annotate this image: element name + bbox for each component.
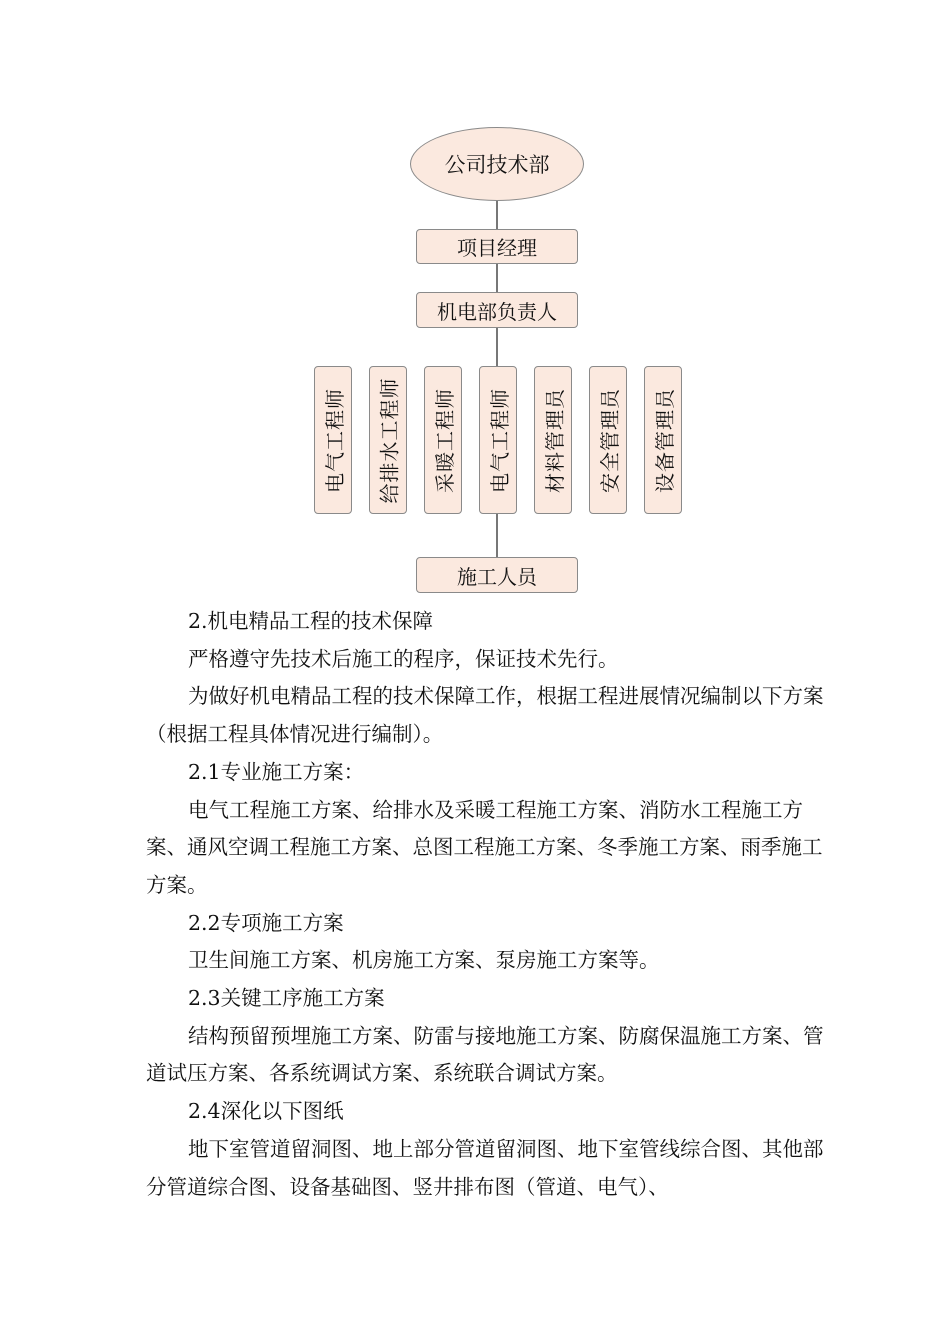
connector-line (496, 263, 498, 293)
document-body (146, 603, 826, 1206)
paragraph: 严格遵守先技术后施工的程序，保证技术先行。 (188, 646, 619, 671)
node-construction-staff (416, 557, 578, 593)
connector-line (496, 200, 498, 230)
node-label: 施工人员 (457, 564, 537, 589)
node-label: 采暖工程师 (432, 387, 457, 493)
node-company-tech-dept (410, 127, 584, 201)
section-heading: 2.2专项施工方案 (188, 910, 344, 935)
paragraph: 为做好机电精品工程的技术保障工作，根据工程进展情况编制以下方案（根据工程具体情况进行编制）。 (146, 684, 824, 747)
node-label: 给排水工程师 (377, 377, 402, 503)
section-heading: 2.1专业施工方案： (188, 759, 365, 784)
node-role (424, 366, 462, 514)
node-project-manager (416, 229, 578, 264)
node-label: 电气工程师 (322, 387, 347, 493)
section-heading: 2.4深化以下图纸 (188, 1099, 344, 1124)
connector-line (496, 327, 498, 367)
node-role (644, 366, 682, 514)
node-mep-head (416, 292, 578, 328)
paragraph: 地下室管道留洞图、地上部分管道留洞图、地下室管线综合图、其他部分管道综合图、设备基础图、竖井排布图（管道、电气）、 (146, 1136, 824, 1199)
section-heading: 2.3关键工序施工方案 (188, 986, 385, 1011)
node-role (314, 366, 352, 514)
node-label: 机电部负责人 (437, 299, 557, 324)
node-label: 项目经理 (457, 236, 537, 260)
node-role (589, 366, 627, 514)
node-role (369, 366, 407, 514)
paragraph: 结构预留预埋施工方案、防雷与接地施工方案、防腐保温施工方案、管道试压方案、各系统调试方案、系统联合调试方案。 (146, 1023, 824, 1086)
node-label: 设备管理员 (652, 387, 677, 493)
org-chart (0, 0, 950, 600)
connector-line (496, 513, 498, 558)
node-role (534, 366, 572, 514)
node-label: 材料管理员 (542, 387, 567, 493)
node-label: 电气工程师 (487, 387, 512, 493)
node-label: 安全管理员 (597, 387, 622, 493)
node-role (479, 366, 517, 514)
paragraph: 电气工程施工方案、给排水及采暖工程施工方案、消防水工程施工方案、通风空调工程施工方案、总图工程施工方案、冬季施工方案、雨季施工方案。 (146, 797, 823, 897)
section-heading: 2.机电精品工程的技术保障 (188, 609, 434, 633)
paragraph: 卫生间施工方案、机房施工方案、泵房施工方案等。 (188, 948, 660, 973)
node-label: 公司技术部 (444, 153, 550, 177)
